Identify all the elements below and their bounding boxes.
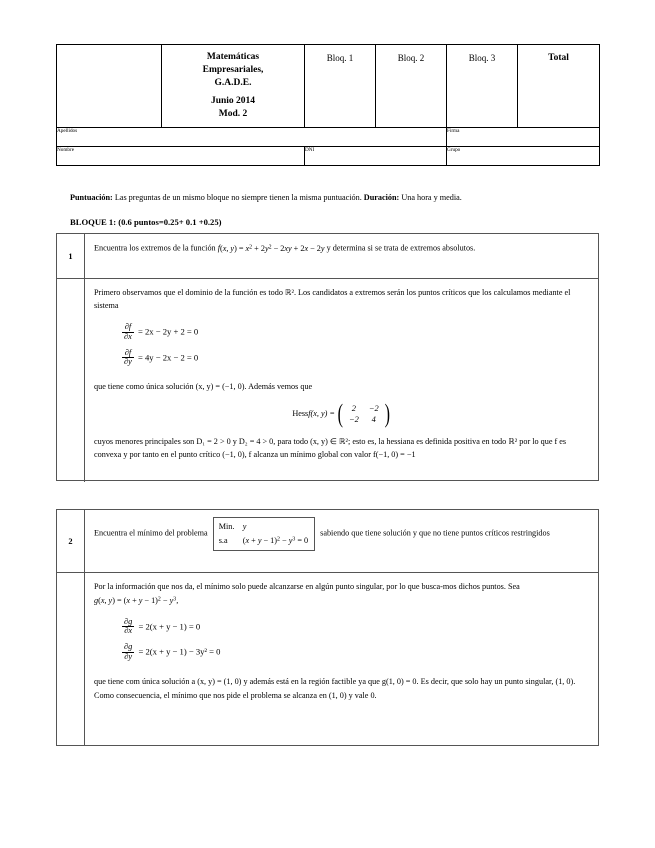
- problem-1-number: 1: [57, 234, 85, 278]
- problem-1-eq-1: [120, 323, 589, 342]
- problem-2-sol-para-2: que tiene com única solución a (x, y) = (1, 0) y además está en la región factible ya que g(1, 0) = 0. Es decir, que solo hay un punto singular, (1, 0).: [94, 676, 576, 686]
- hessian-matrix: [337, 399, 391, 429]
- problem-2-eq-2: [120, 643, 589, 662]
- problem-1-sol-para-2: que tiene como única solución (x, y) = (−1, 0). Además vemos que: [94, 382, 313, 392]
- problem-1-eq-2: [120, 349, 589, 368]
- min-tag: Min.: [218, 522, 235, 531]
- problem-1-eq-2-rhs: = 4y − 2x − 2 = 0: [138, 351, 199, 362]
- problem-1-statement: Encuentra los extremos de la función f(x, $y) = x^2 + 2y^2 - 2xy + 2x - 2y$ y determina si se trata de extremos absolutos.: [94, 243, 476, 253]
- punctuation-label: Puntuación:: [70, 193, 113, 202]
- problem-2-solution-gutter: [57, 573, 85, 746]
- partial-f-partial-x: $\frac{\partial f}{\partial x}$: [124, 322, 132, 341]
- problem-2-eq-1-rhs: = 2(x + y − 1) = 0: [138, 620, 201, 631]
- problem-2-box: [56, 509, 599, 746]
- title-line-3: G.A.D.E.: [214, 78, 252, 88]
- constraint-row: s.a $(x + y - 1)^2 - y^3 = 0$: [218, 535, 309, 545]
- problem-2-statement-part-b: sabiendo que tiene solución y que no tiene puntos críticos restringidos: [320, 528, 550, 538]
- problem-1-sol-para-1: Primero observamos que el dominio de la función es todo ℝ². Los candidatos a extremos serán los puntos críticos que los calculamos mediante el sistema: [94, 288, 571, 310]
- problem-1-solution-gutter: [57, 279, 85, 482]
- score-cell-bloq3: Bloq. 3: [447, 45, 518, 128]
- partial-f-partial-y: $\frac{\partial f}{\partial y}$: [124, 347, 132, 367]
- title-line-4: Junio 2014: [210, 96, 256, 106]
- hessian-function: f(x, y) =: [308, 409, 335, 419]
- score-cell-bloq1: Bloq. 1: [305, 45, 376, 128]
- g-definition: g(x, $y) = (x + y - 1)^2 - y^3$,: [94, 595, 179, 605]
- problem-2-solution: [85, 573, 598, 746]
- title-line-1: Matemáticas: [206, 52, 260, 62]
- hessian-label: Hess: [292, 409, 309, 419]
- duration-label: Duración:: [363, 193, 400, 202]
- partial-g-partial-x: $\frac{\partial g}{\partial x}$: [124, 616, 133, 636]
- exam-title-cell: [162, 45, 305, 128]
- matrix-cell-1-1: 4: [371, 415, 376, 425]
- matrix-cell-0-1: −2: [368, 404, 379, 414]
- field-grupo[interactable]: Grupo: [447, 147, 600, 166]
- matrix-left-paren: (: [337, 399, 343, 429]
- score-cell-bloq2: Bloq. 2: [376, 45, 447, 128]
- header-blank-cell: [57, 45, 162, 128]
- problem-1-box: [56, 233, 599, 481]
- sa-tag: s.a: [218, 535, 228, 545]
- partial-g-partial-y: $\frac{\partial g}{\partial y}$: [124, 642, 133, 662]
- problem-2-sol-para-3: Como consecuencia, el mínimo que nos pide el problema se alcanza en (1, 0) y vale 0.: [94, 690, 377, 700]
- problem-1-sol-para-3: cuyos menores principales son D₁ = 2 > 0 y D₂ = 4 > 0, para todo (x, y) ∈ ℝ²; esto es, la hessiana es definida positiva en todo ℝ² por lo que f es convexa y por tanto en el punto crítico (−1, 0), f alcanza un mínimo global con valor f(−1, 0) = −1: [94, 437, 567, 460]
- title-line-2: Empresariales,: [202, 65, 264, 75]
- problem-1-solution: [85, 279, 598, 482]
- problem-2-eq-1: [120, 618, 589, 637]
- title-line-5: Mod. 2: [218, 109, 248, 119]
- punctuation-note: [70, 192, 600, 204]
- objective-expression: y: [242, 522, 247, 531]
- problem-2-eq-2-rhs: = 2(x + y − 1) − 3y² = 0: [138, 646, 221, 657]
- score-cell-total: Total: [518, 45, 600, 128]
- problem-2-equation-system: [120, 618, 589, 662]
- exam-header-table: [56, 44, 599, 166]
- objective-row: [219, 522, 247, 531]
- problem-1-statement-part-a: Encuentra los extremos de la función: [94, 243, 218, 253]
- matrix-right-paren: ): [384, 399, 391, 429]
- field-nombre[interactable]: Nombre: [57, 147, 305, 166]
- problem-2-number: 2: [57, 510, 85, 572]
- problem-1-statement-part-b: y determina si se trata de extremos absolutos.: [324, 243, 476, 253]
- duration-text: Una hora y media.: [399, 193, 462, 202]
- field-dni[interactable]: DNI: [305, 147, 447, 166]
- problem-2-sol-para-1-text: Por la información que nos da, el mínimo solo puede alcanzarse en algún punto singular, por lo que busca-mos dichos puntos. Sea: [94, 582, 520, 591]
- problem-1-hessian: [94, 399, 589, 429]
- problem-1-eq-1-rhs: = 2x − 2y + 2 = 0: [138, 326, 199, 337]
- field-firma[interactable]: Firma: [447, 128, 600, 147]
- punctuation-text: Las preguntas de un mismo bloque no siempre tienen la misma puntuación.: [112, 193, 364, 202]
- field-apellidos[interactable]: Apellidos: [57, 128, 447, 147]
- problem-1-equation-system: [120, 323, 589, 367]
- problem-2-sol-para-1: [94, 580, 589, 607]
- bloque-1-title: BLOQUE 1: (0.6 puntos=0.25+ 0.1 +0.25): [70, 217, 222, 227]
- problem-2-statement-part-a: Encuentra el mínimo del problema: [94, 528, 208, 538]
- problem-2-statement: [85, 510, 598, 572]
- optimization-problem-box: [213, 517, 315, 551]
- matrix-cell-1-0: −2: [348, 415, 359, 425]
- matrix-cell-0-0: 2: [351, 404, 356, 414]
